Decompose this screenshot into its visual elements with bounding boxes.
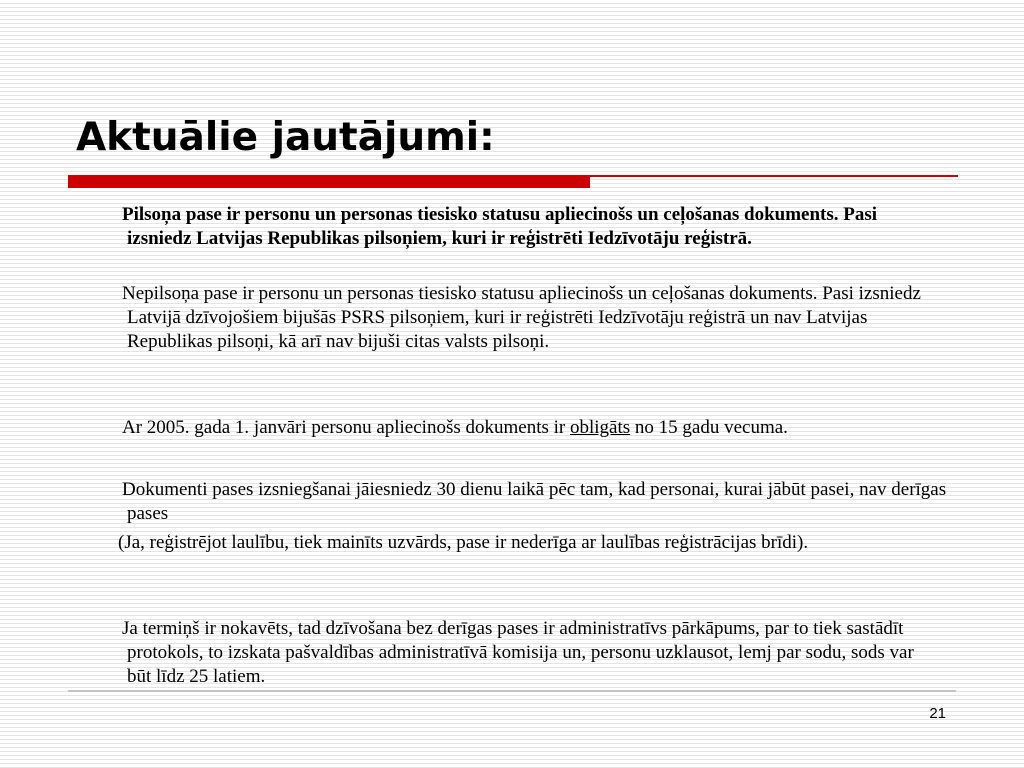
paragraph-mandatory-text-after: no 15 gadu vecuma.: [630, 417, 788, 438]
paragraph-submission-deadline: Dokumenti pases izsniegšanai jāiesniedz 30 dienu laikā pēc tam, kad personai, kurai jābūt pasei, nav derīgas pases: [122, 479, 947, 524]
paragraph-mandatory-text-before: Ar 2005. gada 1. janvāri personu apliecinošs dokuments ir: [122, 417, 570, 438]
title-underline-red-bar: [68, 175, 590, 188]
page-number: 21: [929, 705, 946, 722]
obligats-link[interactable]: obligāts: [569, 417, 631, 438]
paragraph-overdue-penalty: Ja termiņš ir nokavēts, tad dzīvošana bez derīgas pases ir administratīvs pārkāpums, par to tiek sastādīt protokols, to izskata pašvaldības administratīvā komisija un, personu uzklausot, lemj par sodu, sods var būt līdz 25 latiem.: [122, 618, 914, 687]
title-underline-thin-line: [590, 175, 958, 177]
paragraph-citizen-passport: Pilsoņa pase ir personu un personas tiesisko statusu apliecinošs un ceļošanas dokuments. Pasi izsniedz Latvijas Republikas pilsoņiem, kuri ir reģistrēti Iedzīvotāju reģistrā.: [122, 204, 878, 249]
title-underline: [68, 175, 958, 188]
paragraph-noncitizen-passport: Nepilsoņa pase ir personu un personas tiesisko statusu apliecinošs un ceļošanas dokuments. Pasi izsniedz Latvijā dzīvojošiem bijušās PSRS pilsoņiem, kuri ir reģistrēti Iedzīvotāju reģistrā un nav Latvijas Republikas pilsoņi, kā arī nav bijuši citas valsts pilsoņi.: [122, 283, 921, 352]
paragraph-marriage-note: (Ja, reģistrējot laulību, tiek mainīts uzvārds, pase ir nederīga ar laulības reģistrācijas brīdi).: [118, 532, 809, 553]
slide-title: Aktuālie jautājumi:: [76, 115, 495, 160]
paragraph-mandatory-document: [122, 416, 947, 440]
footer-divider: [68, 690, 956, 692]
